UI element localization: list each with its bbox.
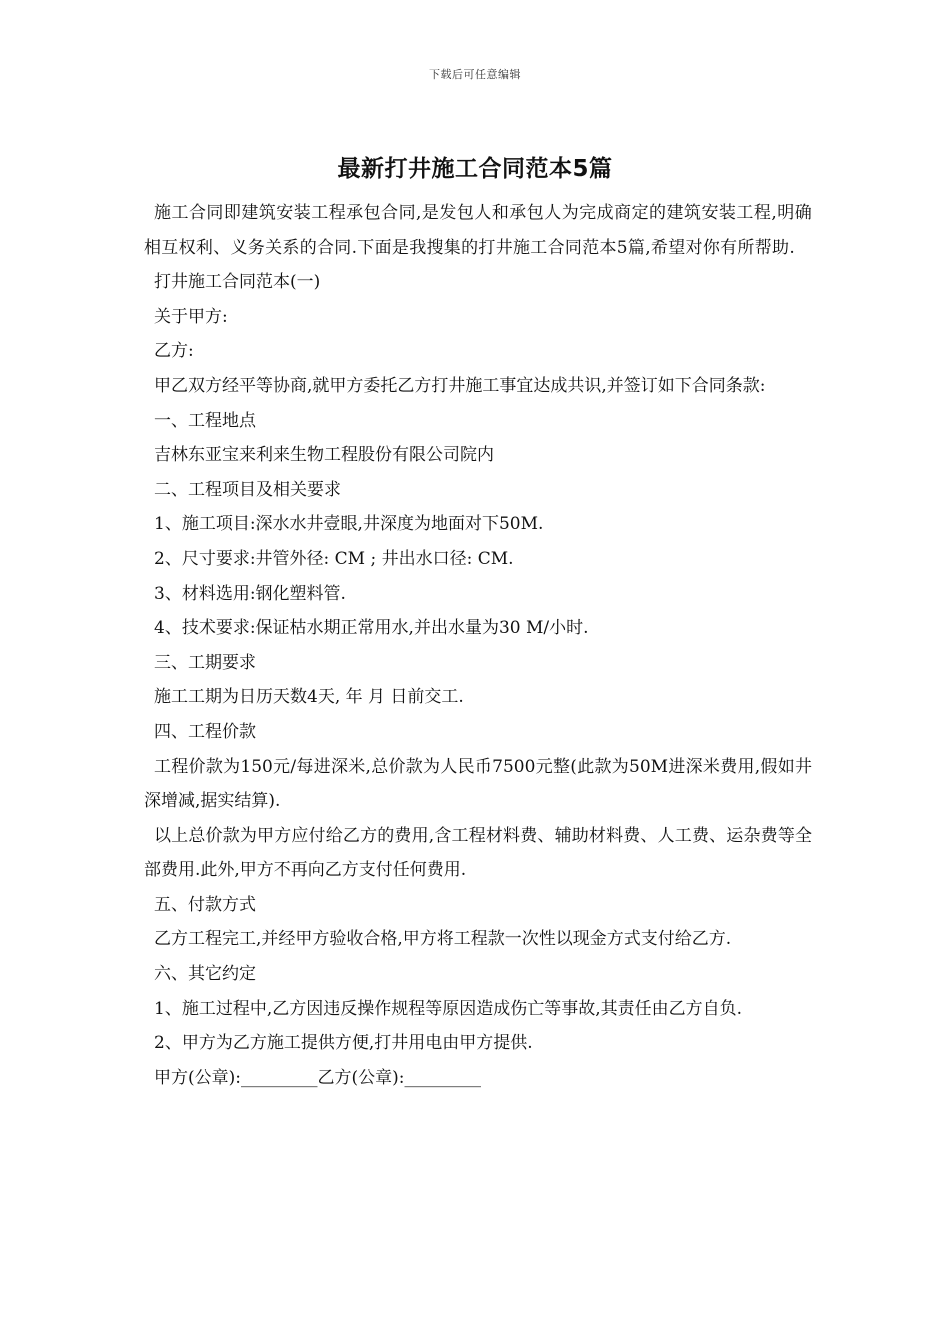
party-b-line: 乙方: (154, 341, 194, 362)
other-item-2: 2、甲方为乙方施工提供方便,打井用电由甲方提供. (154, 1033, 533, 1054)
price-scope-text: 以上总价款为甲方应付给乙方的费用,含工程材料费、辅助材料费、人工费、运杂费等全部费用.此外,甲方不再向乙方支付任何费用. (144, 825, 812, 881)
section-heading-location: 一、工程地点 (154, 410, 256, 431)
section-heading-project: 二、工程项目及相关要求 (154, 479, 341, 500)
header-note: 下载后可任意编辑 (429, 68, 521, 81)
schedule-text: 施工工期为日历天数4天, 年 月 日前交工. (154, 687, 464, 708)
project-item-4: 4、技术要求:保证枯水期正常用水,并出水量为30 M/小时. (154, 618, 589, 639)
section-heading-price: 四、工程价款 (154, 721, 256, 742)
signature-line: 甲方(公章):_________乙方(公章):_________ (154, 1067, 481, 1088)
contract-heading: 打井施工合同范本(一) (154, 272, 321, 293)
agreement-paragraph: 甲乙双方经平等协商,就甲方委托乙方打井施工事宜达成共识,并签订如下合同条款: (154, 375, 766, 396)
price-text: 工程价款为150元/每进深米,总价款为人民币7500元整(此款为50M进深米费用,假如井深增减,据实结算). (144, 756, 812, 812)
location-text: 吉林东亚宝来利来生物工程股份有限公司院内 (154, 445, 494, 466)
intro-paragraph: 施工合同即建筑安装工程承包合同,是发包人和承包人为完成商定的建筑安装工程,明确相互权利、义务关系的合同.下面是我搜集的打井施工合同范本5篇,希望对你有所帮助. (144, 203, 812, 258)
project-item-2: 2、尺寸要求:井管外径: CM ; 井出水口径: CM. (154, 548, 514, 569)
section-heading-schedule: 三、工期要求 (154, 652, 256, 673)
section-heading-other: 六、其它约定 (154, 964, 256, 985)
payment-text: 乙方工程完工,并经甲方验收合格,甲方将工程款一次性以现金方式支付给乙方. (154, 929, 732, 950)
other-item-1: 1、施工过程中,乙方因违反操作规程等原因造成伤亡等事故,其责任由乙方自负. (154, 998, 743, 1019)
document-body (144, 196, 812, 1095)
party-a-line: 关于甲方: (154, 306, 228, 327)
project-item-1: 1、施工项目:深水水井壹眼,井深度为地面对下50M. (154, 514, 544, 535)
document-title: 最新打井施工合同范本5篇 (337, 156, 613, 182)
section-heading-payment: 五、付款方式 (154, 894, 256, 915)
project-item-3: 3、材料选用:钢化塑料管. (154, 583, 346, 604)
